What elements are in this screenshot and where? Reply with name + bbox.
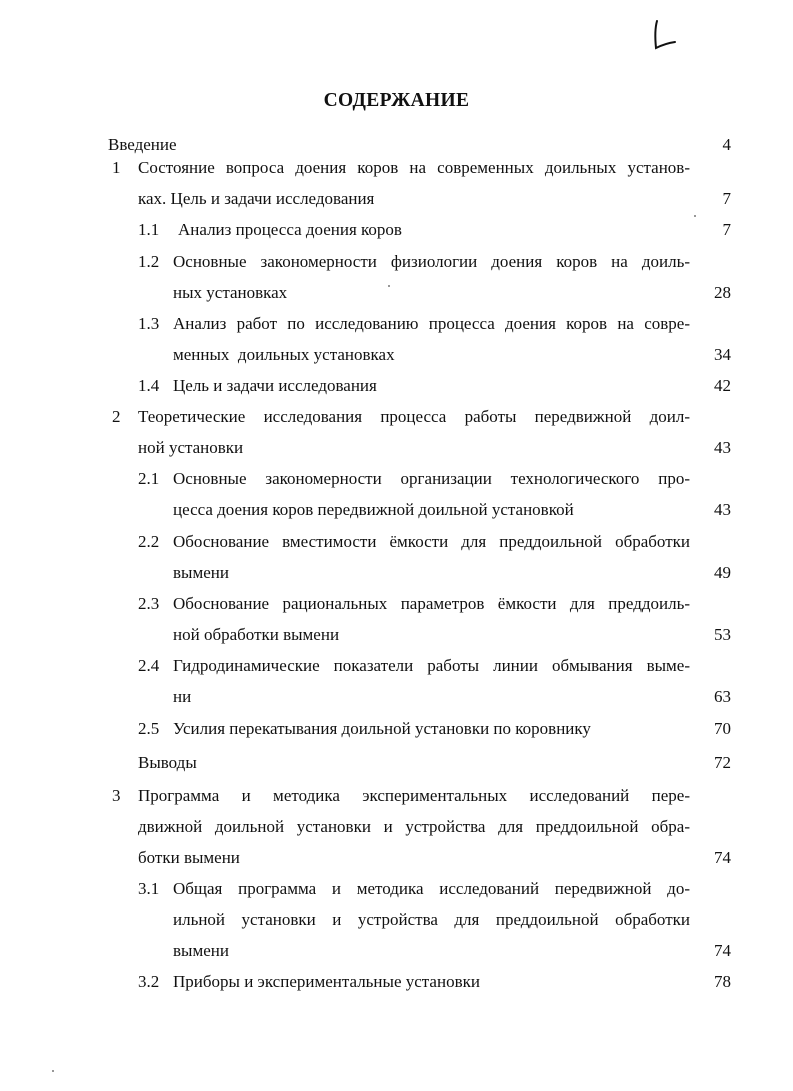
toc-entry-2-1-line2: цесса доения коров передвижной доильной установкой bbox=[173, 500, 574, 519]
toc-page-1-4: 42 bbox=[714, 376, 731, 395]
toc-entry-1-3-line2: менных доильных установках bbox=[173, 345, 395, 364]
toc-entry-2-2-line1: Обоснование вместимости ёмкости для преддоильной обработки bbox=[173, 532, 690, 551]
toc-entry-2-3-line2: ной обработки вымени bbox=[173, 625, 340, 644]
toc-num-1: 1 bbox=[112, 158, 121, 177]
toc-entry-1-line2: ках. Цель и задачи исследования bbox=[138, 189, 375, 208]
toc-page-1-3: 34 bbox=[714, 345, 731, 364]
toc-entry-intro: Введение bbox=[108, 135, 177, 154]
toc-num-3-2: 3.2 bbox=[138, 972, 160, 991]
toc-entry-2-2-line2: вымени bbox=[173, 563, 229, 582]
toc-page-2-2: 49 bbox=[714, 563, 731, 582]
toc-entry-2-4-line1: Гидродинамические показатели работы линии обмывания выме- bbox=[173, 656, 690, 675]
toc-entry-3-line3: ботки вымени bbox=[138, 848, 240, 867]
toc-num-2-5: 2.5 bbox=[138, 719, 160, 738]
toc-num-2: 2 bbox=[112, 407, 121, 426]
toc-num-1-1: 1.1 bbox=[138, 220, 160, 239]
toc-entry-2-line2: ной установки bbox=[138, 438, 244, 457]
toc-num-1-2: 1.2 bbox=[138, 252, 160, 271]
scan-speck bbox=[694, 215, 696, 217]
toc-num-2-2: 2.2 bbox=[138, 532, 160, 551]
toc-page-3: 74 bbox=[714, 848, 731, 867]
toc-entry-2-4-line2: ни bbox=[173, 687, 192, 706]
toc-entry-1-line1: Состояние вопроса доения коров на современных доильных установ- bbox=[138, 158, 690, 177]
toc-page-2-1: 43 bbox=[714, 500, 731, 519]
toc-entry-1-2-line1: Основные закономерности физиологии доения коров на доиль- bbox=[173, 252, 690, 271]
toc-entry-2-5: Усилия перекатывания доильной установки по коровнику bbox=[173, 719, 591, 738]
toc-num-2-4: 2.4 bbox=[138, 656, 160, 675]
toc-page-2: 43 bbox=[714, 438, 731, 457]
toc-entry-3-1-line3: вымени bbox=[173, 941, 229, 960]
toc-num-2-1: 2.1 bbox=[138, 469, 160, 488]
toc-page-1-2: 28 bbox=[714, 283, 731, 302]
toc-page-3-1: 74 bbox=[714, 941, 731, 960]
toc-num-3-1: 3.1 bbox=[138, 879, 160, 898]
toc-page-3-2: 78 bbox=[714, 972, 731, 991]
scan-speck bbox=[388, 285, 390, 287]
toc-entry-3-line1: Программа и методика экспериментальных исследований пере- bbox=[138, 786, 690, 805]
toc-page-1: 7 bbox=[722, 189, 731, 208]
toc-page-2-3: 53 bbox=[714, 625, 731, 644]
page-title: СОДЕРЖАНИЕ bbox=[323, 90, 470, 111]
toc-entry-3-1-line1: Общая программа и методика исследований передвижной до- bbox=[173, 879, 690, 898]
toc-entry-3-1-line2: ильной установки и устройства для преддоильной обработки bbox=[173, 910, 690, 929]
scan-speck bbox=[52, 1070, 54, 1072]
toc-page-2-5: 70 bbox=[714, 719, 731, 738]
toc-num-1-3: 1.3 bbox=[138, 314, 160, 333]
handwritten-page-number bbox=[648, 18, 678, 52]
toc-page-2-4: 63 bbox=[714, 687, 731, 706]
toc-page-conclusions: 72 bbox=[714, 753, 731, 772]
toc-entry-conclusions: Выводы bbox=[138, 753, 197, 772]
toc-entry-1-3-line1: Анализ работ по исследованию процесса доения коров на совре- bbox=[173, 314, 690, 333]
toc-page-1-1: 7 bbox=[722, 220, 731, 239]
toc-entry-2-line1: Теоретические исследования процесса работы передвижной доил- bbox=[138, 407, 690, 426]
toc-entry-3-2: Приборы и экспериментальные установки bbox=[173, 972, 480, 991]
toc-entry-2-3-line1: Обоснование рациональных параметров ёмкости для преддоиль- bbox=[173, 594, 690, 613]
toc-entry-2-1-line1: Основные закономерности организации технологического про- bbox=[173, 469, 690, 488]
toc-entry-1-4: Цель и задачи исследования bbox=[173, 376, 377, 395]
toc-entry-3-line2: движной доильной установки и устройства для преддоильной обра- bbox=[138, 817, 690, 836]
toc-entry-1-1: Анализ процесса доения коров bbox=[178, 220, 402, 239]
toc-num-1-4: 1.4 bbox=[138, 376, 160, 395]
toc-num-3: 3 bbox=[112, 786, 121, 805]
toc-num-2-3: 2.3 bbox=[138, 594, 160, 613]
toc-entry-1-2-line2: ных установках bbox=[173, 283, 288, 302]
toc-page-intro: 4 bbox=[722, 135, 731, 154]
